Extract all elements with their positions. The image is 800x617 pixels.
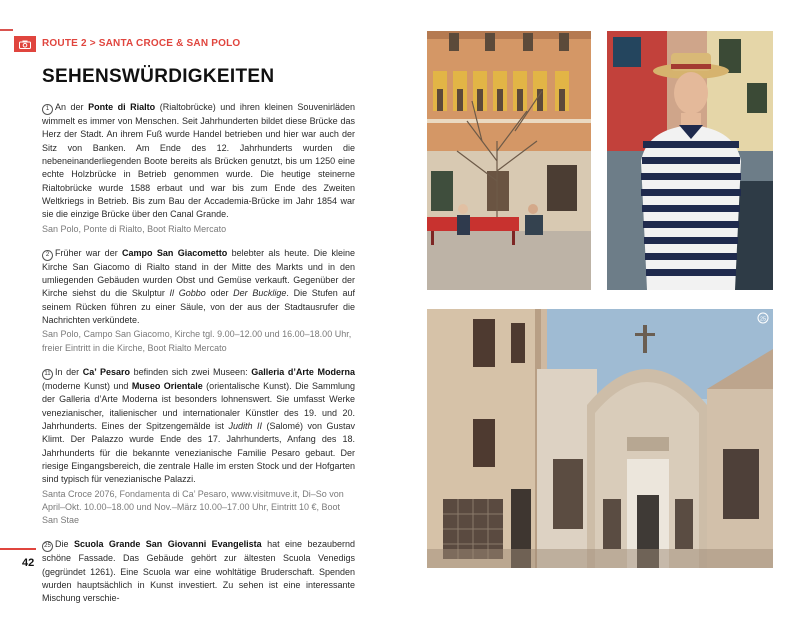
entry-body xyxy=(42,101,355,222)
entry-body xyxy=(42,366,355,487)
entry-italic: Il Gobbo xyxy=(169,288,206,299)
marker-number: 11 xyxy=(42,369,53,380)
entry-body xyxy=(42,247,355,328)
entry-text: (Salomé) von Gustav Klimt. Der Palazzo wurde Ende des 17. Jahrhunderts, Anfang des 18. Jahrhunderts für die bekannte venezianische Familie Pesaro gebaut. Der riesige Eingangsbereich, die zentrale Halle im ersten Stock und der Hofgarten sind typisch für venezianische Palazzi. xyxy=(42,420,355,485)
sight-name: Scuola Grande San Giovanni Evangelista xyxy=(73,539,262,550)
entry-text: In der xyxy=(55,367,83,377)
sight-entry-scuola xyxy=(42,538,355,605)
museum-name: Galleria d’Arte Moderna xyxy=(251,367,356,377)
sight-entry-campo xyxy=(42,247,355,355)
entry-text: befinden sich zwei Museen: xyxy=(129,367,252,377)
entry-text: (Rialtobrücke) und ihren kleinen Souvenirläden wimmelt es immer von Menschen. Seit Jahrhunderten bildet diese Brücke das Herz der Stadt. An ihrem Fuß wurde Handel betrieben und hier war auch der Sitz von Banken. Am Ende des 12. Jahrhunderts wurden die nebeneinanderliegenden Boote bereits als Brücken genutzt, bis um 1250 eine echte Holzbrücke in Betrieb genommen wurde. Die heutige steinerne Rialtobrücke wurde 1588 erbaut und war bis zum Ende des Zweiten Weltkriegs in Betrieb. Bis zum Bau der Accademia-Brücke im Jahr 1854 war sie die einzige Brücke über den Canal Grande. xyxy=(42,102,355,220)
entry-italic: Judith II xyxy=(228,420,262,431)
sight-name: Campo San Giacometto xyxy=(122,247,228,258)
marker-number: 2 xyxy=(42,250,53,261)
entry-text: (orientalische Kunst). Die Sammlung der Galleria d’Arte Moderna ist besonders lohnenswert. Sie umfasst Werke venezianischer, italienischer und internationaler Künstler des 19. und 20. Jahrhunderts. Eines der Spitzengemälde ist xyxy=(42,381,356,431)
page-number: 42 xyxy=(22,557,35,569)
entry-text: oder xyxy=(205,288,234,299)
entry-italic: Der Bucklige xyxy=(233,288,287,299)
entry-text: Früher war der xyxy=(55,247,123,258)
entry-text: . Die Stufen auf seinem Rücken führen zu einer Säule, von der aus der Stadtausrufer die Nachrichten verkündete. xyxy=(42,288,355,326)
camera-icon xyxy=(14,36,36,52)
marker-number: 1 xyxy=(42,104,53,115)
entry-text: Die xyxy=(55,539,74,550)
photo-campo-san-giacometto xyxy=(427,31,591,290)
photo-badge-number: 25 xyxy=(759,316,767,323)
sight-name: Ponte di Rialto xyxy=(88,102,156,112)
photo-scuola-grande xyxy=(427,309,773,568)
entry-text: An der xyxy=(55,102,89,112)
entry-text: hat eine bezaubernd schöne Fassade. Das Gebäude gehört zur ältesten Scuola Venedigs (gegründet 1261). Eine Scuola war eine wohltätige Bruderschaft. Spenden wurden hauptsächlich in Kunst investiert. Zu sehen ist eine interessante Mischung verschie- xyxy=(42,539,355,604)
museum-name: Museo Orientale xyxy=(131,381,203,391)
entry-body xyxy=(42,538,355,605)
entry-info: Santa Croce 2076, Fondamenta di Ca’ Pesaro, www.visitmuve.it, Di–So von April–Okt. 10.00–18.00 und Nov.–März 10.00–17.00 Uhr, Eintritt 10 €, Boot San Stae xyxy=(42,488,344,526)
entry-info: San Polo, Ponte di Rialto, Boot Rialto Mercato xyxy=(42,223,227,234)
section-title: SEHENSWÜRDIGKEITEN xyxy=(42,66,275,87)
sight-name: Ca’ Pesaro xyxy=(82,367,130,377)
photo-gondolier xyxy=(607,31,773,290)
sights-text-column xyxy=(42,101,355,617)
entry-info: San Polo, Campo San Giacomo, Kirche tgl. 9.00–12.00 und 16.00–18.00 Uhr, freier Eintritt in die Kirche, Boot Rialto Mercato xyxy=(42,329,352,353)
entry-text: belebter als heute. Die kleine Kirche San Giacomo di Rialto stand in der Mitte des Markts und in den umliegenden Gebäuden wurden Obst und Gemüse verkauft. Gegenüber der Kirche siehst du die Skulptur xyxy=(42,247,355,299)
breadcrumb[interactable]: ROUTE 2 > SANTA CROCE & SAN POLO xyxy=(42,38,241,49)
sight-entry-ca-pesaro xyxy=(42,366,355,527)
page-accent-bar xyxy=(0,548,36,550)
entry-text: (moderne Kunst) und xyxy=(42,381,132,391)
sight-entry-rialto xyxy=(42,101,355,236)
marker-number: 25 xyxy=(42,541,53,552)
top-accent-rule xyxy=(0,29,13,31)
